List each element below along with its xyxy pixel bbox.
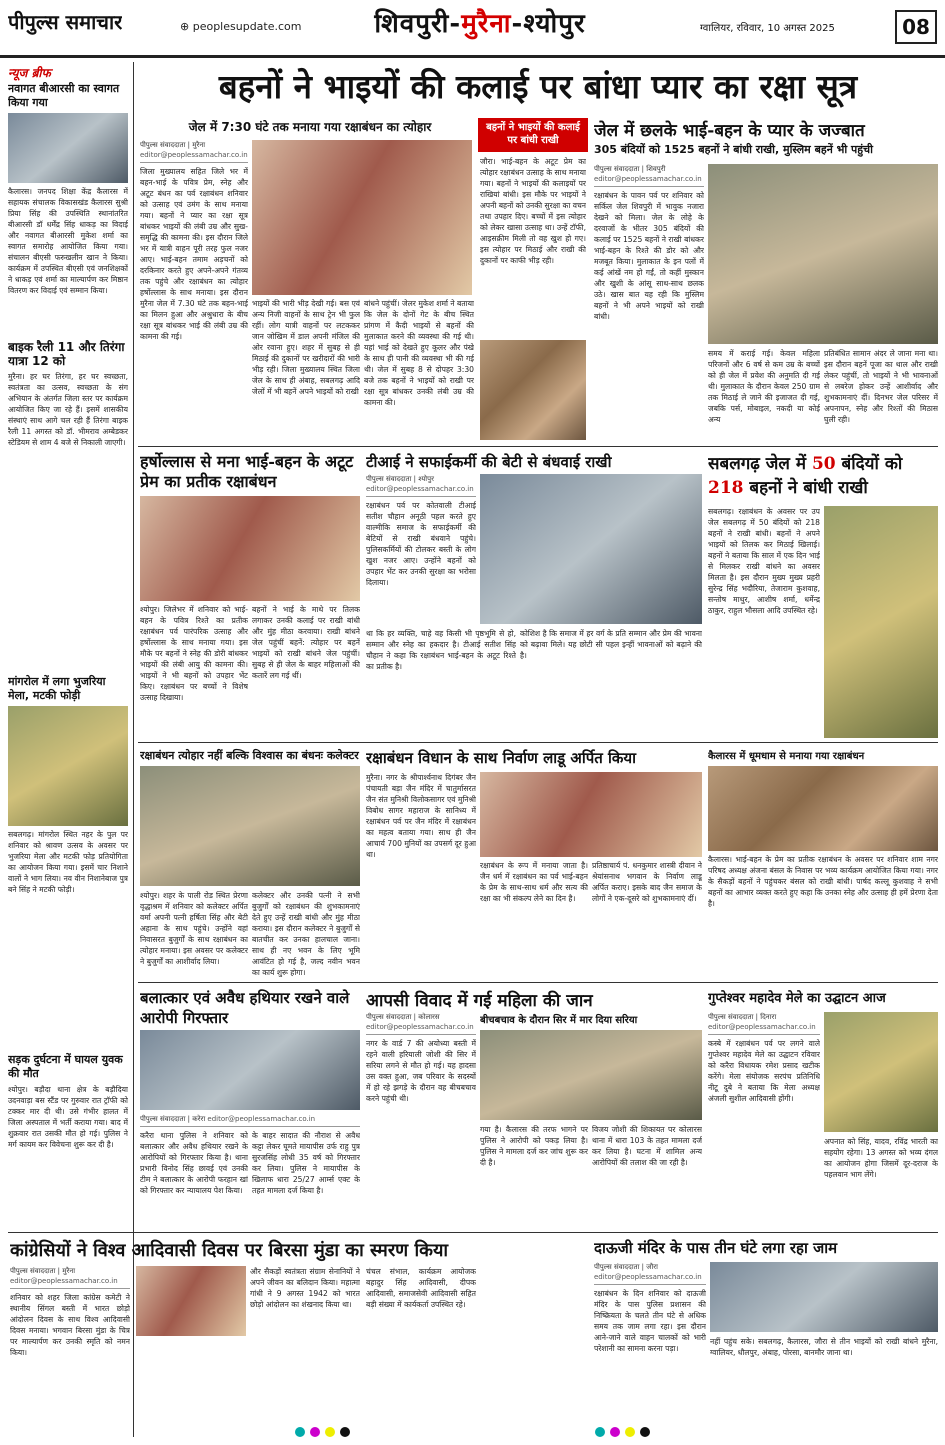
article-text: बहनों ने भाई के माथे पर तिलक लगाकर उनकी कलाई पर राखी बांधी और मुंह मीठा करवाया। राखी बांधने जेल पहुंचीं बहनें: त्योहार पर बहनें भाइयों को राखी बांधने जेल पहुंचीं। सुबह से ही जेल के बाहर महिलाओं की कतारें लग गई थीं। [252,605,360,680]
column-divider [133,62,134,1437]
brief-title: नवागत बीआरसी का स्वागत किया गया [8,82,120,109]
story-headline: सबलगढ़ जेल में 50 बंदियों को 218 बहनों ने बांधी राखी [708,454,903,498]
article-text: और सैकड़ों स्वतंत्रता संग्राम सेनानियों ने अपने जीवन का बलिदान किया। महात्मा गांधी ने 9 अगस्त 1942 को भारत छोड़ो आंदोलन का शंखनाद किया था। [250,1267,360,1309]
registration-mark [325,1427,335,1437]
registration-mark [610,1427,620,1437]
photo-ti-rakhi [480,474,702,624]
article-text: प्रतिष्ठाचार्य पं. धनकुमार शास्त्री दीवान ने श्रेयांसनाथ भगवान के निर्वाण लाडू अर्पित कराए। इसके बाद जैन समाज के लोगों ने एक-दूसरे को शुभकामनाएं दीं। [592,861,702,903]
brief-title: सड़क दुर्घटना में घायल युवक की मौत [8,1053,123,1080]
article-text: गया है। कैलारस की तरफ भागने पर पुलिस ने आरोपी को पकड़ लिया है। पुलिस ने मामला दर्ज कर जांच शुरू कर दी है। [480,1125,588,1167]
byline: पीपुल्स संवाददाता | करेरा editor@peoplessamachar.co.in [140,1114,360,1127]
brief-photo [8,113,128,183]
brief-title: बाइक रैली 11 और तिरंगा यात्रा 12 को [8,340,125,368]
photo-brother-sister [140,496,360,601]
row-divider [138,446,938,447]
article-text: श्योपुर। जिलेभर में शनिवार को भाई-बहन के पवित्र रिश्ते का प्रतीक रक्षाबंधन पर्व पारंपरिक उत्साह और हर्षोल्लास के साथ मनाया गया। इस मौके पर बहनों ने स्नेह की डोरी बांधकर भाइयों की लंबी आयु की कामना की। भाइयों ने भी बहनों को उपहार भेंट किए। रक्षाबंधन पर बच्चों ने विशेष उत्साह दिखाया। [140,605,248,702]
lead-subheadline: जेल में 7:30 घंटे तक मनाया गया रक्षाबंधन का त्योहार [188,120,432,134]
callout-label: बहनों ने भाइयों की कलाई पर बांधी राखी [478,118,588,152]
story-headline: गुप्तेश्वर महादेव मेले का उद्घाटन आज [708,991,886,1006]
registration-mark [295,1427,305,1437]
article-text: बांधने पहुंचीं। जेलर मुकेश शर्मा ने बताया कि जेल के दोनों गेट के बीच स्थित प्रांगण में कैदी भाइयों से बहनों की मुलाकात करने की व्यवस्था की गई थी। यहां भाई को देखते हुए कूलर और पंखे के साथ ही पानी की व्यवस्था भी की गई थी। जेल में सुबह 8 से दोपहर 3:30 बजे तक बहनों ने भाइयों को राखी पर रक्षा सूत्र बांधकर उनकी लंबी उम्र की कामना की। [364,299,474,407]
article-text: नहीं पहुंच सके। सबलगढ़, कैलारस, जौरा से तीन भाइयों को राखी बांधने मुरैना, ग्वालियर, धौलपुर, अंबाह, पोरसा, बानमौर जाना था। [710,1337,938,1357]
byline: पीपुल्स संवाददाता | मुरैना editor@peoplessamachar.co.in [140,140,248,163]
site-url[interactable]: ⊕ peoplesupdate.com [180,20,302,33]
article-text: शनिवार को शहर जिला कांग्रेस कमेटी ने स्थानीय सिंगल बस्ती में भारत छोड़ो आंदोलन दिवस के साथ विश्व आदिवासी दिवस मनाया। भगवान बिरसा मुंडा के चित्र पर माल्यार्पण कर उनकी स्मृति को नमन किया। [10,1293,130,1357]
byline: पीपुल्स संवाददाता | दिनारा editor@peoplessamachar.co.in [708,1012,820,1035]
photo-traffic-jam [710,1262,938,1332]
story-headline: कैलारस में धूमधाम से मनाया गया रक्षाबंधन [708,751,865,762]
row-divider [138,742,938,743]
article-text: चंचल संभाल, कार्यक्रम आयोजक बहादुर सिंह आदिवासी, दीपक आदिवासी, समाजसेवी आदिवासी सहित बड़ी संख्या में कार्यकर्ता उपस्थित रहे। [366,1267,476,1309]
story-subheadline: 305 बंदियों को 1525 बहनों ने बांधी राखी, मुस्लिम बहनें भी पहुंची [594,143,873,156]
brief-text: कैलारस। जनपद शिक्षा केंद्र कैलारस में सहायक संचालक विकासखंड कैलारस सुश्री प्रिया सिंह की उपस्थिति स्थानांतरित बीआरसी डॉ धर्मेंद्र सिंह धाकड़ का विदाई और नवागत बीआरसी मुकेश शर्मा का स्वागत समारोह आयोजित किया गया। संचालन बीएसी फरुखलीन खान ने किया। कार्यक्रम में उपस्थित बीएसी एवं जनशिक्षकों ने धाकड़ एवं शर्मा का माल्यार्पण कर मिष्ठान वितरण कर विदाई एवं सम्मान किया। [8,187,128,295]
story-headline: टीआई ने सफाईकर्मी की बेटी से बंधवाई राखी [366,453,612,471]
callout-text: जौरा। भाई-बहन के अटूट प्रेम का त्योहार रक्षाबंधन उत्साह के साथ मनाया गया। बहनों ने भाइयों की कलाइयों पर राखियां बांधी। इस मौके पर भाइयों ने अपनी बहनों को उनकी सुरक्षा का वचन तथा उपहार दिए। बच्चों में इस त्योहार को लेकर खासा उत्साह था। उन्हें टॉफी, आइसक्रीम मिली तो वह खुश हो गए। इस त्योहार पर मिठाई और राखी की दुकानों पर काफी भीड़ रही। [480,157,586,265]
photo-sabalgarh-jail [824,506,938,738]
byline: पीपुल्स संवाददाता | शिवपुरी editor@peoplessamachar.co.in [594,164,704,187]
brief-title: मांगरोल में लगा भुजरिया मेला, मटकी फोड़ी [8,675,106,702]
photo-crime-scene [480,1030,702,1120]
story-headline: दाऊजी मंदिर के पास तीन घंटे लगा रहा जाम [594,1239,838,1257]
article-text: नगर के वार्ड 7 की अयोध्या बस्ती में रहने वाली हरियाली जोशी की सिर में सरिया लगने से मौत हो गई। यह हादसा उस वक्त हुआ, जब परिवार के सदस्यों में हो रहे झगड़े के दौरान वह बीचबचाव करने पहुंची थी। [366,1039,476,1103]
article-text: रक्षाबंधन के पावन पर्व पर शनिवार को सर्किल जेल शिवपुरी में भावुक नजारा देखने को मिला। जेल के लोहे के दरवाजों के भीतर 305 बंदियों की कलाई पर 1525 बहनों ने राखी बांधकर भाई-बहन के रिश्ते की डोर को और मजबूत किया। मुलाकात के इन पलों में कई आंखें नम हो गईं, तो कहीं मुस्कान और खुशी के आंसू साथ-साथ छलक उठे। खास बात यह रही कि मुस्लिम बहनों ने भी अपने भाइयों को राखी बांधी। [594,191,704,321]
story-headline: हर्षोल्लास से मना भाई-बहन के अटूट प्रेम का प्रतीक रक्षाबंधन [140,452,354,491]
photo-children-rakhi [480,340,586,440]
article-text: विजय जोशी की शिकायत पर कोलारस थाना में धारा 103 के तहत मामला दर्ज कर लिया है। घटना में शामिल अन्य आरोपियों की तलाश की जा रही है। [592,1125,702,1167]
page-number: 08 [895,10,937,44]
article-text: कस्बे में रक्षाबंधन पर्व पर लगने वाले गुप्तेश्वर महादेव मेले का उद्घाटन रविवार को करैरा विधायक रमेश प्रसाद खटीक करेंगे। मेला संयोजक सरपंच प्रतिनिधि नीटू दुबे ने बताया कि मेला अध्यक्ष अंजली सुशील आदिवासी होंगी। [708,1039,820,1103]
article-text: श्योपुर। शहर के पाली रोड स्थित प्रेरणा वृद्धाश्रम में शनिवार को कलेक्टर अर्पित वर्मा अपनी पत्नी हर्षिता सिंह और बेटी अहाना के साथ पहुंचे। उन्होंने वहां निवासरत बुजुर्गों के साथ रक्षाबंधन का त्योहार मनाया। इस अवसर पर कलेक्टर ने बुजुर्गों का आशीर्वाद लिया। [140,891,248,966]
brief-text: श्योपुर। बड़ौदा थाना क्षेत्र के बड़ौदिया उदनवाड़ा बस स्टैंड पर गुरुवार रात ट्रॉफी को टक्कर मार दी थी। उसे गंभीर हालत में जिला अस्पताल में भर्ती कराया गया। बाद में शुक्रवार रात उसकी मौत हो गई। पुलिस ने मर्ग कायम कर विवेचना शुरू कर दी है। [8,1085,128,1149]
photo-kailaras [708,766,938,851]
registration-mark [625,1427,635,1437]
photo-birsa-munda [136,1266,246,1336]
article-text: था कि हर व्यक्ति, चाहे वह किसी भी पृष्ठभूमि से हो, सम्मान और स्नेह का हकदार है। टीआई सतीश सिंह चौहान ने कहा कि रक्षाबंधन भाई-बहन के अटूट रिश्ते का प्रतीक है। [366,629,516,671]
article-text: अपनात को सिंह, यादव, रविंद्र भारती का सहयोग रहेगा। 13 अगस्त को भव्य दंगल का आयोजन होगा जिसमें दूर-दराज के पहलवान भाग लेंगे। [824,1137,938,1179]
story-headline: आपसी विवाद में गई महिला की जान [366,991,593,1011]
row-divider [138,982,938,983]
article-text: भाइयों की भारी भीड़ देखी गई। बस एवं अन्य निजी वाहनों के साथ ट्रेन भी फुल रहीं। लोग यात्री वाहनों पर लटककर जान जोखिम में डाल अपनी मंजिल की ओर रवाना हुए। शहर में सुबह से ही मिठाई की दुकानों पर खरीदारों की भारी भीड़ रही। जिला मुख्यालय स्थित जिला जेल के साथ ही अंबाह, सबलगढ़ आदि जेलों में भी बहनें अपने भाइयों को राखी [252,299,360,396]
article-text: समय में कराई गई। केवल महिला परिजनों और 6 वर्ष से कम उम्र के बच्चों को ही जेल में प्रवेश की अनुमति दी गई थी। मुलाकात के दौरान केवल 250 ग्राम तक मिठाई ले जाने की इजाजत दी गई, जबकि पर्स, मोबाइल, नकदी या कोई अन्य [708,349,820,424]
article-text: रक्षाबंधन के रूप में मनाया जाता है। जैन धर्म में रक्षाबंधन का पर्व भाई-बहन के प्रेम के साथ-साथ धर्म और सत्य की रक्षा का भी संकल्प लेने का दिन है। [480,861,588,903]
issue-date: ग्वालियर, रविवार, 10 अगस्त 2025 [700,23,835,34]
print-registration-strip [0,1424,945,1440]
brief-text: मुरैना। हर घर तिरंगा, हर घर स्वच्छता, स्वतंत्रता का उत्सव, स्वच्छता के संग अभियान के अंतर्गत जिला स्तर पर कार्यक्रम आयोजित किए जा रहे हैं। इसमें शासकीय संस्थाएं साथ आगे चल रही हैं तिरंगा बाइक रैली 11 अगस्त को डॉ. भीमराव अम्बेडकर स्टेडियम से शाम 4 बजे से निकाली जाएगी। [8,372,128,447]
photo-collector [140,766,360,886]
story-headline: रक्षाबंधन त्योहार नहीं बल्कि विश्वास का बंधनः कलेक्टर [140,749,359,762]
article-text: रक्षाबंधन के दिन शनिवार को दाऊजी मंदिर के पास पुलिस प्रशासन की निष्क्रियता के चलते तीन घंटे से अधिक समय तक जाम लगा रहा। इस दौरान आने-जाने वाले वाहन चालकों को भारी परेशानी का सामना करना पड़ा। [594,1289,706,1353]
story-headline: बलात्कार एवं अवैध हथियार रखने वाले आरोपी गिरफ्तार [140,989,350,1027]
photo-rakhi-siblings [252,140,472,295]
article-text: कोशिश है कि समाज में हर वर्ग के प्रति सम्मान और प्रेम की भावना को बढ़ावा मिले। यह छोटी सी पहल इन्हीं भावनाओं को बढ़ाने की है। [520,629,702,660]
article-text: कैलारस। भाई-बहन के प्रेम का प्रतीक रक्षाबंधन के अवसर पर शनिवार शाम नगर परिषद अध्यक्ष अंजना बंसल के निवास पर भव्य कार्यक्रम आयोजित किया गया। नगर के सैकड़ों बहनों ने पहुंचकर बंसल को राखी बांधी। पार्षद कल्लू कुशवाह ने सभी बहनों का आभार व्यक्त करते हुए कहा कि उनका स्नेह और उत्साह ही हमें प्रेरणा देता है। [708,855,938,908]
brand-logo: पीपुल्स समाचार [8,10,123,34]
registration-mark [595,1427,605,1437]
registration-mark [340,1427,350,1437]
row-divider [8,1232,938,1233]
article-text: प्रतिबंधित सामान अंदर ले जाना मना था। इस दौरान बहनें पूजा का थाल और राखी लेकर पहुंचीं, तो भाइयों ने भी भावनाओं से लबरेज होकर उन्हें आशीर्वाद और शुभकामनाएं दीं। दिनभर जेल परिसर में अपनापन, स्नेह और रिश्तों की मिठास घुली रही। [824,349,938,424]
story-subheadline: बीचबचाव के दौरान सिर में मार दिया सरिया [480,1015,638,1026]
byline: पीपुल्स संवाददाता | श्योपुर editor@peoplessamachar.co.in [366,474,476,497]
brief-text: सबलगढ़। मांगरोल स्थित नहर के पुल पर शनिवार को श्रावण उत्सव के अवसर पर भुजरिया मेला और मटकी फोड़ प्रतियोगिता का आयोजन किया गया। इसमें चार निशाने वालों ने भाग लिया। नव वीन निशानेबाज पुत्र बने सिंह ने मटकी फोड़ी। [8,830,128,894]
photo-fair [824,1012,938,1132]
registration-mark [310,1427,320,1437]
story-headline: जेल में छलके भाई-बहन के प्यार के जज्बात [594,121,865,141]
byline: पीपुल्स संवाददाता | जौरा editor@peoplessamachar.co.in [594,1262,706,1285]
byline: पीपुल्स संवाददाता | कोलारस editor@peoplessamachar.co.in [366,1012,476,1035]
brief-column [8,82,128,1437]
byline: पीपुल्स संवाददाता | मुरैना editor@peoplessamachar.co.in [10,1266,130,1289]
globe-icon: ⊕ [180,20,190,33]
article-text: जिला मुख्यालय सहित जिले भर में बहन-भाई के पवित्र प्रेम, स्नेह और अटूट बंधन का पर्व रक्षाबंधन शनिवार को उत्साह एवं उमंग के साथ मनाया गया। बहनों ने प्यार का रक्षा सूत्र बांधकर भाइयों की लंबी उम्र और सुख-समृद्धि की कामना की। इस दौरान जिले भर में यात्री वाहन पूरी तरह फुल नजर आए। भाई-बहन तमाम अड़चनों को दरकिनार करते हुए अपने-अपने गंतव्य तक पहुंचे और रक्षाबंधन का त्योहार हर्षोल्लास के साथ मनाया। इस दौरान मुरैना जेल में 7.30 घंटे तक बहन-भाई का मिलन हुआ और अश्रुधारा के बीच रक्षा सूत्र बांधकर भाई की लंबी उम्र की कामना की गई। [140,167,248,341]
photo-police-arrest [140,1030,360,1110]
lead-headline: बहनों ने भाइयों की कलाई पर बांधा प्यार का रक्षा सूत्र [218,67,858,106]
section-title: शिवपुरी-मुरैना-श्योपुर [374,9,586,39]
article-text: रक्षाबंधन पर्व पर कोतवाली टीआई सतीश चौहान अनूठी पहल करते हुए वाल्मीकि समाज के सफाईकर्मी की बेटियों से राखी बंधवाने पहुंचे। पुलिसकर्मियों की टोलकर बस्ती के लोग खुश नजर आए। उन्होंने बहनों को उपहार भेंट कर उनकी सुरक्षा का भरोसा दिलाया। [366,501,476,587]
article-text: कलेक्टर और उनकी पत्नी ने सभी बुजुर्गों को रक्षाबंधन की शुभकामनाएं देते हुए उन्हें राखी बांधी और मुंह मीठा कराया। इस दौरान कलेक्टर ने बुजुर्गों से बातचीत कर उनका हालचाल जाना। साथ ही नए भवन के लिए भूमि आवंटित हो गई है, जल्द नवीन भवन का कार्य शुरू होगा। [252,891,360,977]
photo-jain-temple [480,772,702,857]
article-text: मुरैना। नगर के श्रीपार्श्वनाथ दिगंबर जैन पंचायती बड़ा जैन मंदिर में चातुर्मासरत जैन संत मुनिश्री विलोकसागर एवं मुनिश्री विबोध सागर महाराज के सानिध्य में रक्षाबंधन पर्व पर जैन मंदिर में रक्षाबंधन का महत्व बताया गया। साथ ही जैन आचार्य 700 मुनियों का उपसर्ग दूर हुआ था। [366,773,476,859]
article-text: करैरा थाना पुलिस ने शनिवार को बलात्कार और अवैध हथियार रखने के आरोपियों को गिरफ्तार किया है। थाना प्रभारी विनोद सिंह छावई एवं उनकी टीम ने बलात्कार के आरोपी फरहान खां को गिरफ्तार कर न्यायालय पेश किया। [140,1131,248,1195]
article-text: के बाहर सादात की नौराश से अवैध कट्टा लेकर घूमते मायापीस उर्फ राहु पुत्र सुरजसिंह लोधी 35 वर्ष को गिरफ्तार कर लिया। पुलिस ने मायापीस के खिलाफ धारा 25/27 आर्म्स एक्ट के तहत मामला दर्ज किया है। [252,1131,360,1195]
story-headline: रक्षाबंधन विधान के साथ निर्वाण लाडू अर्पित किया [366,749,637,767]
story-headline: कांग्रेसियों ने विश्व आदिवासी दिवस पर बिरसा मुंडा का स्मरण किया [10,1240,449,1261]
article-text: सबलगढ़। रक्षाबंधन के अवसर पर उप जेल सबलगढ़ में 50 बंदियों को 218 बहनों ने राखी बांधी। बहनों ने अपने भाइयों को तिलक कर मिठाई खिलाई। बहनों ने बताया कि साल में एक दिन भाई से मिलकर राखी बांधने का अवसर मिलता है। इस दौरान मुख्य मुख्य प्रहरी सुरेन्द्र सिंह भदौरिया, तेजाराम कुशवाह, सन्तोष माथुर, आशीष शर्मा, धर्मेन्द्र ठाकुर, राहुल भौसला आदि उपस्थित रहे। [708,507,820,615]
news-brief-tag: न्यूज ब्रीफ [8,66,51,80]
photo-jail-rakhi [708,164,938,344]
brief-photo [8,706,128,826]
registration-mark [640,1427,650,1437]
